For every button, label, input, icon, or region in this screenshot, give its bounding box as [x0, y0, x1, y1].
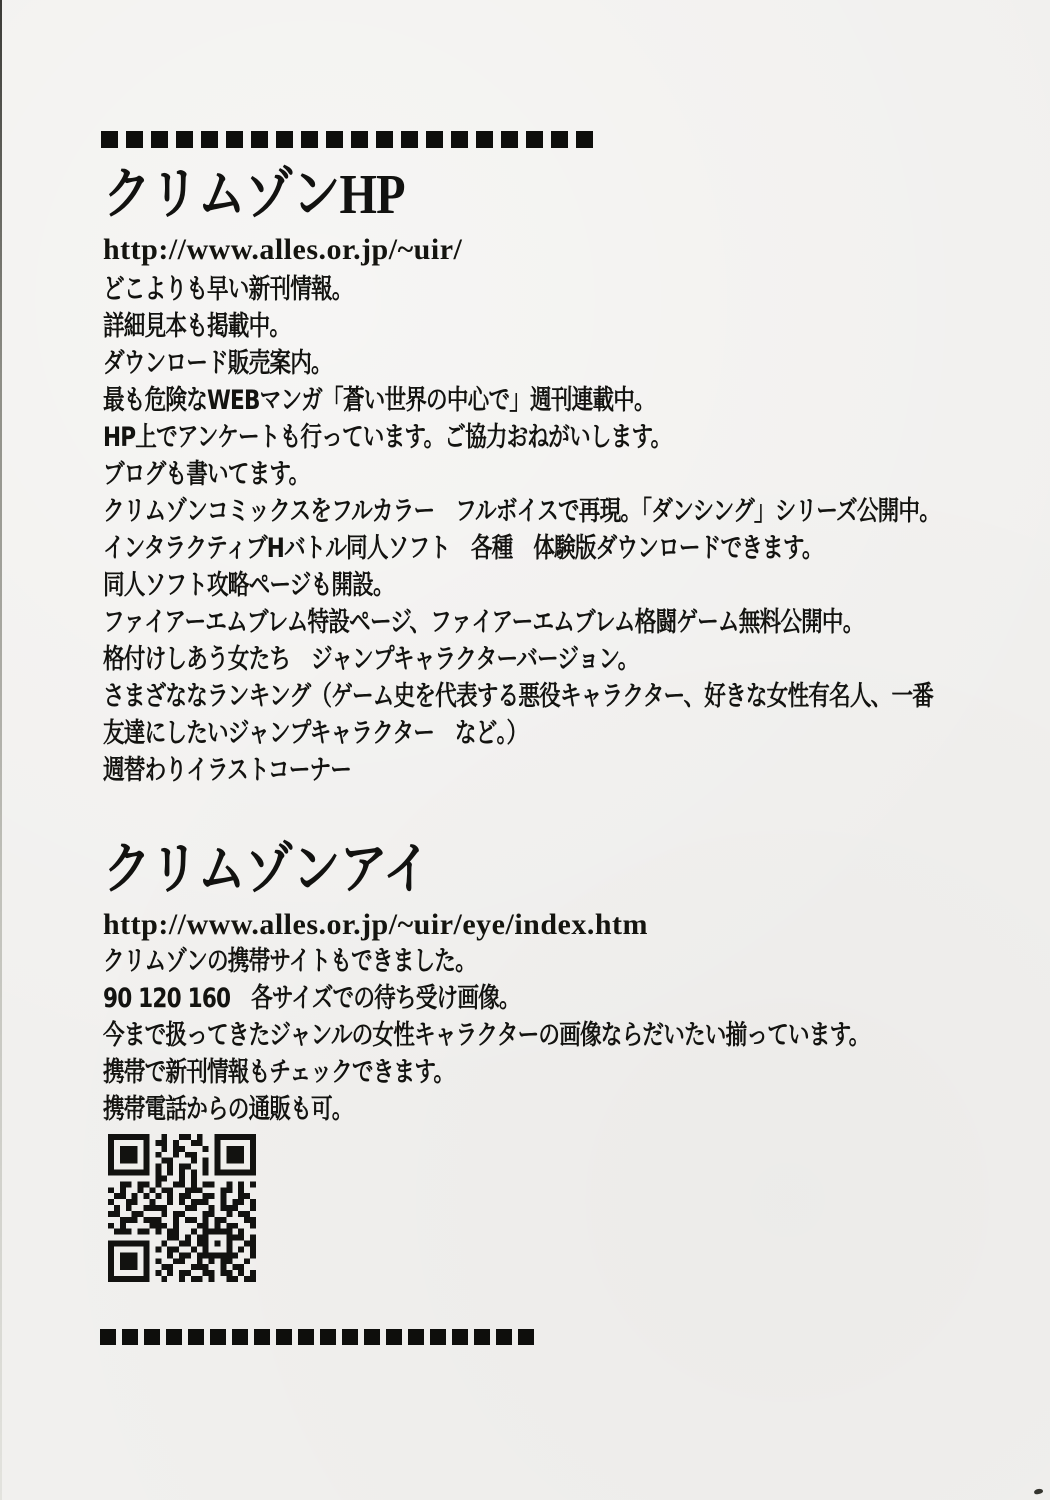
qr-code: [108, 1134, 256, 1282]
square-glyph: [301, 131, 318, 148]
square-glyph: [496, 1329, 512, 1345]
text-line: 格付けしあう女たち ジャンプキャラクターバージョン。: [103, 644, 639, 675]
square-glyph: [166, 1329, 182, 1345]
square-glyph: [176, 131, 193, 148]
scan-speck-artifact: [1034, 1488, 1044, 1495]
text-line: クリムゾンコミックスをフルカラー フルボイスで再現。「ダンシング」シリーズ公開中。: [103, 496, 941, 527]
square-glyph: [364, 1329, 380, 1345]
text-line: どこよりも早い新刊情報。: [103, 274, 353, 305]
square-glyph: [476, 131, 493, 148]
square-glyph: [276, 1329, 292, 1345]
crimson-eye-url: http://www.alles.or.jp/~uir/eye/index.htm: [103, 908, 649, 941]
square-glyph: [122, 1329, 138, 1345]
text-line: 詳細見本も掲載中。: [103, 311, 291, 342]
text-line: ファイアーエムブレム特設ページ、ファイアーエムブレム格闘ゲーム無料公開中。: [103, 607, 864, 638]
text-line: 週替わりイラストコーナー: [103, 755, 352, 786]
text-line: HP上でアンケートも行っています。ご協力おねがいします。: [103, 422, 672, 453]
square-glyph: [386, 1329, 402, 1345]
square-glyph: [251, 131, 268, 148]
square-glyph: [226, 131, 243, 148]
text-line: クリムゾンの携帯サイトもできました。: [103, 946, 476, 977]
decorative-squares-bottom: [100, 1329, 540, 1345]
square-glyph: [501, 131, 518, 148]
crimson-eye-description: [103, 943, 1050, 1128]
text-line: 友達にしたいジャンプキャラクター など。）: [103, 718, 528, 749]
square-glyph: [201, 131, 218, 148]
square-glyph: [401, 131, 418, 148]
text-line: 携帯電話からの通販も可。: [103, 1094, 353, 1125]
section-title-crimson-eye: クリムゾンアイ: [103, 839, 430, 901]
square-glyph: [551, 131, 568, 148]
square-glyph: [518, 1329, 534, 1345]
square-glyph: [100, 1329, 116, 1345]
crimson-hp-description: [103, 271, 1050, 789]
text-line: ブログも書いてます。: [103, 459, 310, 490]
square-glyph: [408, 1329, 424, 1345]
square-glyph: [474, 1329, 490, 1345]
square-glyph: [452, 1329, 468, 1345]
square-glyph: [188, 1329, 204, 1345]
square-glyph: [101, 131, 118, 148]
square-glyph: [126, 131, 143, 148]
text-line: ダウンロード販売案内。: [103, 348, 332, 379]
text-line: さまざななランキング（ゲーム史を代表する悪役キャラクター、好きな女性有名人、一番: [103, 681, 934, 712]
square-glyph: [232, 1329, 248, 1345]
section-title-crimson-hp: クリムゾンHP: [103, 164, 405, 226]
text-line: 同人ソフト攻略ページも開設。: [103, 570, 394, 601]
square-glyph: [326, 131, 343, 148]
square-glyph: [342, 1329, 358, 1345]
text-line: インタラクティブHバトル同人ソフト 各種 体験版ダウンロードできます。: [103, 533, 823, 564]
square-glyph: [351, 131, 368, 148]
decorative-squares-top: [101, 131, 601, 148]
square-glyph: [254, 1329, 270, 1345]
square-glyph: [451, 131, 468, 148]
square-glyph: [276, 131, 293, 148]
square-glyph: [376, 131, 393, 148]
text-line: 携帯で新刊情報もチェックできます。: [103, 1057, 455, 1088]
square-glyph: [144, 1329, 160, 1345]
square-glyph: [576, 131, 593, 148]
square-glyph: [526, 131, 543, 148]
crimson-hp-url: http://www.alles.or.jp/~uir/: [103, 233, 463, 266]
square-glyph: [430, 1329, 446, 1345]
square-glyph: [151, 131, 168, 148]
text-line: 90 120 160 各サイズでの待ち受け画像。: [103, 983, 520, 1014]
text-line: 今まで扱ってきたジャンルの女性キャラクターの画像ならだいたい揃っています。: [103, 1020, 870, 1051]
square-glyph: [298, 1329, 314, 1345]
square-glyph: [426, 131, 443, 148]
square-glyph: [210, 1329, 226, 1345]
square-glyph: [320, 1329, 336, 1345]
scan-edge-artifact: [0, 0, 2, 1500]
text-line: 最も危険なWEBマンガ「蒼い世界の中心で」週刊連載中。: [103, 385, 655, 416]
